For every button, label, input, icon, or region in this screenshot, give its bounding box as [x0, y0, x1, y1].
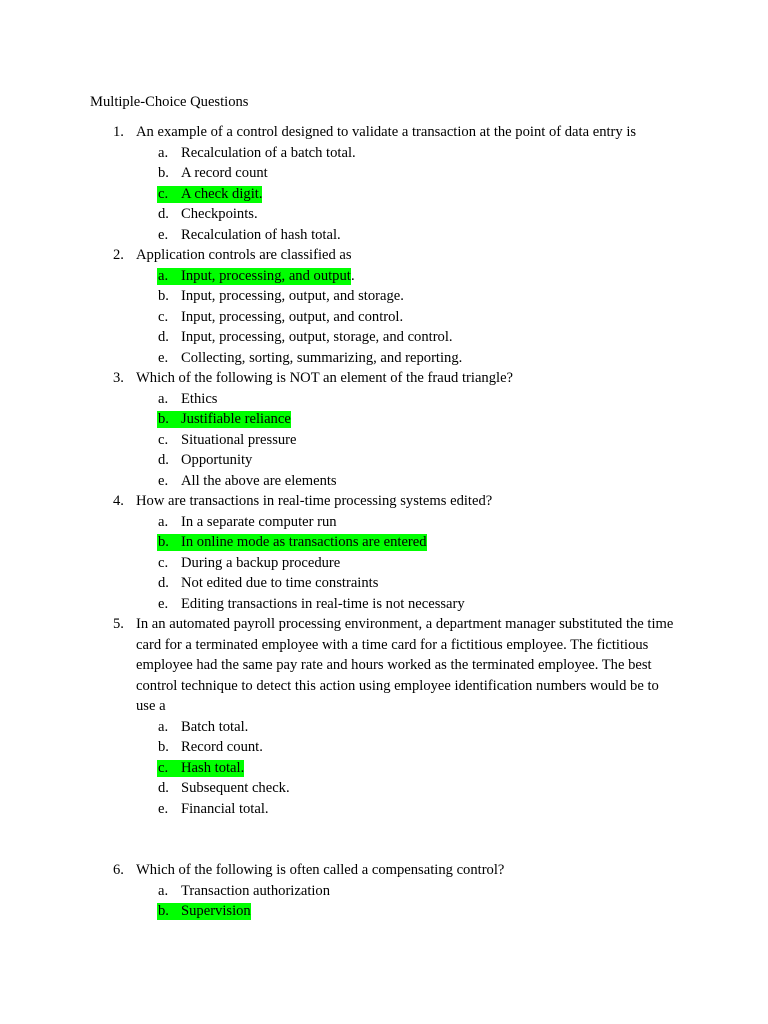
option-text: Ethics	[181, 390, 218, 407]
answer-option	[0, 163, 768, 184]
answer-option	[0, 553, 768, 574]
option-letter: d.	[158, 452, 169, 468]
option-letter: a.	[158, 718, 169, 735]
option-text-trail: .	[351, 267, 355, 284]
option-letter: a.	[158, 267, 169, 284]
option-text: Checkpoints.	[181, 206, 258, 222]
question-text: How are transactions in real-time processing systems edited?	[136, 493, 493, 509]
option-letter: b.	[158, 903, 169, 919]
question-text: Which of the following is often called a compensating control?	[136, 862, 505, 878]
answer-option	[0, 471, 768, 492]
option-text: Supervision	[181, 903, 251, 919]
answer-option	[0, 430, 768, 451]
answer-option-highlighted	[0, 901, 768, 922]
option-letter: b.	[158, 739, 169, 755]
option-text: In a separate computer run	[181, 513, 337, 530]
option-text: Not edited due to time constraints	[181, 575, 379, 591]
question-row	[0, 122, 768, 143]
option-letter: a.	[158, 513, 169, 530]
option-letter: e.	[158, 226, 169, 243]
question	[0, 860, 768, 922]
option-text: All the above are elements	[181, 472, 337, 489]
option-text: A record count	[181, 165, 268, 181]
answer-option-highlighted	[0, 266, 768, 287]
option-text: Opportunity	[181, 452, 253, 468]
option-text: Record count.	[181, 739, 263, 755]
option-list	[0, 512, 768, 615]
option-letter: c.	[158, 308, 169, 325]
question-text: In an automated payroll processing environment, a department manager substituted the time card for a terminated employee with a time card for a fictitious employee. The fictitious employee had the same pay rate and hours worked as the terminated employee. The best control technique to detect this action using employee identification numbers would be to use a	[136, 616, 674, 714]
question	[0, 491, 768, 614]
option-list	[0, 881, 768, 922]
answer-option-highlighted	[0, 184, 768, 205]
option-text: Input, processing, output, storage, and control.	[181, 329, 453, 345]
option-letter: a.	[158, 390, 169, 407]
option-text: Justifiable reliance	[181, 411, 291, 427]
option-text: Input, processing, output, and control.	[181, 308, 404, 325]
question	[0, 368, 768, 491]
option-letter: e.	[158, 595, 169, 612]
option-text: Transaction authorization	[181, 882, 331, 899]
question	[0, 245, 768, 368]
answer-option-highlighted	[0, 532, 768, 553]
answer-option-highlighted	[0, 758, 768, 779]
option-letter: d.	[158, 206, 169, 222]
option-list	[0, 143, 768, 246]
answer-option	[0, 778, 768, 799]
option-list	[0, 266, 768, 369]
option-letter: d.	[158, 780, 169, 796]
question-row	[0, 491, 768, 512]
option-text: A check digit.	[181, 185, 263, 202]
option-letter: c.	[158, 185, 169, 202]
option-letter: d.	[158, 329, 169, 345]
option-letter: c.	[158, 431, 169, 448]
question	[0, 614, 768, 819]
option-text: Input, processing, output, and storage.	[181, 288, 404, 304]
option-text: Editing transactions in real-time is not necessary	[181, 595, 465, 612]
answer-option	[0, 143, 768, 164]
answer-option	[0, 512, 768, 533]
option-text: Hash total.	[181, 759, 245, 776]
spacer	[0, 819, 768, 860]
option-text: Recalculation of hash total.	[181, 226, 341, 243]
option-text: Situational pressure	[181, 431, 297, 448]
answer-option	[0, 204, 768, 225]
option-letter: e.	[158, 349, 169, 366]
question-number: 2.	[113, 247, 124, 263]
option-letter: b.	[158, 165, 169, 181]
question-number: 3.	[113, 370, 124, 386]
question-number: 1.	[113, 124, 124, 140]
option-letter: d.	[158, 575, 169, 591]
answer-option	[0, 799, 768, 820]
question-row	[0, 860, 768, 881]
answer-option	[0, 389, 768, 410]
answer-option	[0, 737, 768, 758]
question-text: Which of the following is NOT an element of the fraud triangle?	[136, 370, 514, 386]
answer-option	[0, 348, 768, 369]
page-heading: Multiple-Choice Questions	[90, 94, 249, 110]
option-letter: c.	[158, 554, 169, 571]
option-letter: c.	[158, 759, 169, 776]
option-letter: a.	[158, 144, 169, 161]
option-list	[0, 717, 768, 820]
option-letter: b.	[158, 411, 169, 427]
question-row	[0, 368, 768, 389]
answer-option	[0, 327, 768, 348]
option-letter: b.	[158, 534, 169, 550]
question-row	[0, 245, 768, 266]
answer-option	[0, 573, 768, 594]
answer-option	[0, 225, 768, 246]
option-text: In online mode as transactions are entered	[181, 534, 427, 550]
answer-option	[0, 717, 768, 738]
option-letter: e.	[158, 800, 169, 817]
option-text: Financial total.	[181, 800, 269, 817]
answer-option	[0, 594, 768, 615]
option-letter: a.	[158, 882, 169, 899]
question-number: 5.	[113, 616, 124, 632]
option-list	[0, 389, 768, 492]
option-text: Collecting, sorting, summarizing, and reporting.	[181, 349, 463, 366]
option-text: Recalculation of a batch total.	[181, 144, 356, 161]
question-number: 6.	[113, 862, 124, 878]
question-number: 4.	[113, 493, 124, 509]
question-list	[0, 122, 768, 922]
answer-option-highlighted	[0, 409, 768, 430]
option-text: During a backup procedure	[181, 554, 341, 571]
option-text: Input, processing, and output	[181, 267, 351, 284]
option-letter: e.	[158, 472, 169, 489]
option-letter: b.	[158, 288, 169, 304]
question-text: Application controls are classified as	[136, 247, 352, 263]
question	[0, 122, 768, 245]
answer-option	[0, 286, 768, 307]
answer-option	[0, 307, 768, 328]
question-row	[0, 614, 768, 717]
option-text: Batch total.	[181, 718, 249, 735]
question-text: An example of a control designed to validate a transaction at the point of data entry is	[136, 124, 637, 140]
option-text: Subsequent check.	[181, 780, 290, 796]
answer-option	[0, 881, 768, 902]
answer-option	[0, 450, 768, 471]
